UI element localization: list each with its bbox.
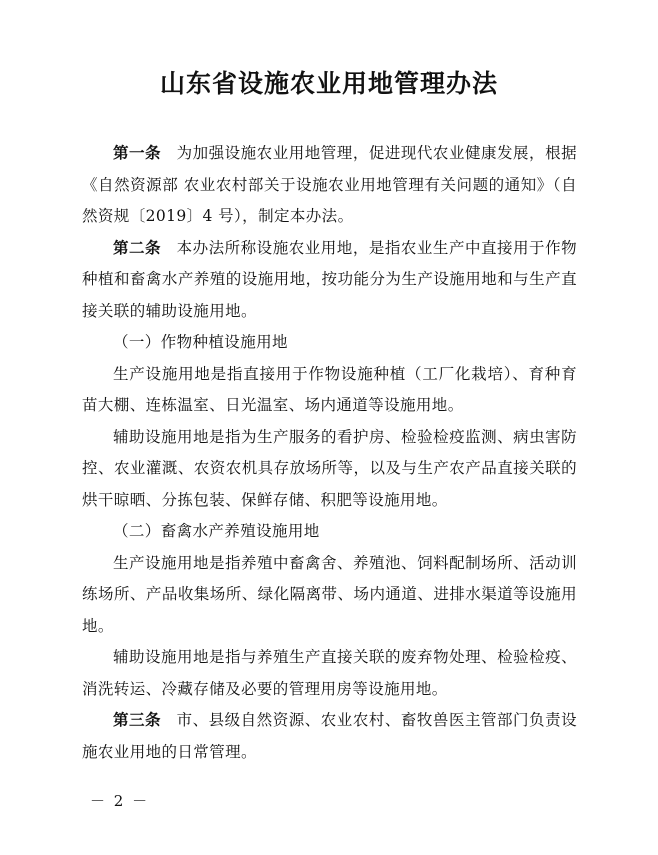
section-crop-heading: （一）作物种植设施用地 [113, 333, 288, 351]
article-1-label: 第一条 [113, 144, 162, 162]
crop-production-paragraph: 生产设施用地是指直接用于作物设施种植（工厂化栽培）、育种育苗大棚、连栋温室、日光温室、场内通道等设施用地。 [82, 364, 577, 414]
document-title: 山东省设施农业用地管理办法 [159, 69, 498, 98]
article-2-text: 本办法所称设施农业用地，是指农业生产中直接用于作物种植和畜禽水产养殖的设施用地，按功能分为生产设施用地和与生产直接关联的辅助设施用地。 [82, 238, 577, 320]
article-3-text: 市、县级自然资源、农业农村、畜牧兽医主管部门负责设施农业用地的日常管理。 [82, 711, 577, 761]
article-1-paragraph [82, 138, 577, 233]
article-1-text: 为加强设施农业用地管理，促进现代农业健康发展，根据《自然资源部 农业农村部关于设施农业用地管理有关问题的通知》（自然资规〔2019〕4 号），制定本办法。 [82, 144, 577, 225]
livestock-production-paragraph: 生产设施用地是指养殖中畜禽舍、养殖池、饲料配制场所、活动训练场所、产品收集场所、绿化隔离带、场内通道、进排水渠道等设施用地。 [82, 553, 577, 635]
section-livestock-heading: （二）畜禽水产养殖设施用地 [113, 522, 320, 540]
article-2-label: 第二条 [113, 238, 162, 257]
page-number: － 2 － [90, 792, 150, 810]
crop-auxiliary-paragraph: 辅助设施用地是指为生产服务的看护房、检验检疫监测、病虫害防控、农业灌溉、农资农机具存放场所等，以及与生产农产品直接关联的烘干晾晒、分拣包装、保鲜存储、积肥等设施用地。 [82, 427, 577, 509]
document-body [82, 138, 577, 768]
article-3-label: 第三条 [113, 711, 162, 729]
livestock-auxiliary-paragraph: 辅助设施用地是指与养殖生产直接关联的废弃物处理、检验检疫、消洗转运、冷藏存储及必要的管理用房等设施用地。 [82, 648, 577, 698]
article-3-paragraph [82, 705, 577, 768]
article-2-paragraph [82, 233, 577, 328]
